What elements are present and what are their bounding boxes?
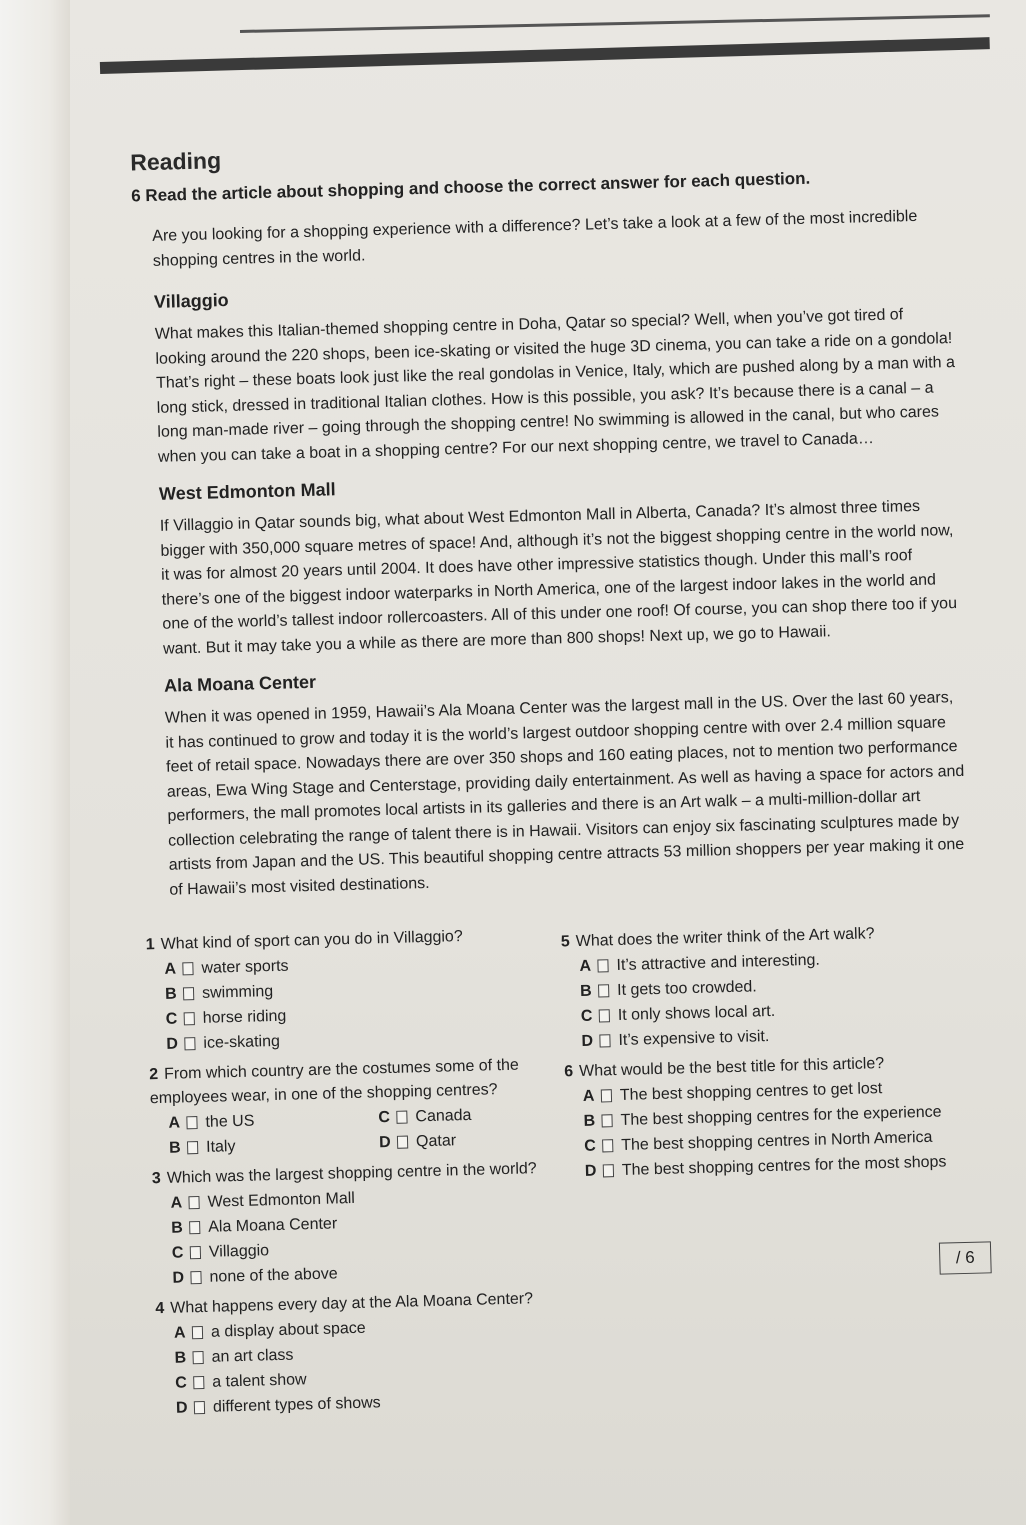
checkbox[interactable] xyxy=(192,1351,203,1364)
question-4 xyxy=(155,1286,578,1421)
question-number: 4 xyxy=(155,1299,165,1318)
checkbox[interactable] xyxy=(193,1376,204,1389)
checkbox[interactable] xyxy=(190,1271,201,1284)
questions xyxy=(131,911,1004,1453)
checkbox[interactable] xyxy=(188,1196,199,1209)
question-text: What does the writer think of the Art walk? xyxy=(575,925,875,951)
checkbox[interactable] xyxy=(190,1246,201,1259)
option-2d[interactable]: D Qatar xyxy=(378,1132,457,1152)
paragraph-villaggio: What makes this Italian-themed shopping centre in Doha, Qatar so special? Well, when you’ve got tired of looking around the 220 shops, been ice-skating or visited the huge 3D cinema, you can take a ride on a gondola! That’s right – these boats look just like the real gondolas in Venice, Italy, which are pushed along by a man with a long stick, dressed in traditional Italian clothes. How is this possible, you ask? It’s because there is a canal – a long man-made river – going through the shopping centre! No swimming is allowed in the canal, but who cares when you can take a boat in a shopping centre? For our next shopping centre, we travel to Canada… xyxy=(154,306,956,466)
checkbox[interactable] xyxy=(601,1114,612,1127)
instruction-text: Read the article about shopping and choose the correct answer for each question. xyxy=(145,168,811,206)
checkbox[interactable] xyxy=(602,1139,613,1152)
option-3b[interactable]: B Ala Moana Center xyxy=(171,1215,338,1237)
checkbox[interactable] xyxy=(184,1037,195,1050)
checkbox[interactable] xyxy=(194,1401,205,1414)
question-number: 1 xyxy=(145,936,155,954)
option-6c[interactable]: C The best shopping centres in North America xyxy=(584,1128,933,1155)
top-rule-thin xyxy=(240,14,990,33)
option-2a[interactable]: A the US xyxy=(168,1112,255,1132)
score-box: / 6 xyxy=(939,1241,992,1274)
question-number: 3 xyxy=(151,1170,162,1188)
checkbox[interactable] xyxy=(189,1221,200,1234)
question-2 xyxy=(148,1052,574,1161)
option-3d[interactable]: D none of the above xyxy=(172,1265,338,1287)
checkbox[interactable] xyxy=(603,1164,614,1177)
option-1d[interactable]: D ice-skating xyxy=(166,1032,281,1053)
option-5c[interactable]: C It only shows local art. xyxy=(580,1002,776,1025)
checkbox[interactable] xyxy=(187,1141,198,1154)
checkbox[interactable] xyxy=(184,1012,195,1025)
option-2c[interactable]: C Canada xyxy=(378,1106,472,1127)
option-4d[interactable]: D different types of shows xyxy=(175,1394,381,1417)
option-6a[interactable]: A The best shopping centres to get lost xyxy=(582,1080,883,1105)
heading-west-edmonton: West Edmonton Mall xyxy=(158,479,336,504)
option-4c[interactable]: C a talent show xyxy=(175,1371,307,1392)
question-3 xyxy=(152,1156,575,1291)
question-text: What happens every day at the Ala Moana Center? xyxy=(170,1290,534,1317)
intro-paragraph: Are you looking for a shopping experience with a difference? Let’s take a look at a few of the most incredible shopping centres in the world. xyxy=(152,207,918,270)
option-4a[interactable]: A a display about space xyxy=(173,1319,366,1342)
heading-villaggio: Villaggio xyxy=(153,289,229,312)
question-number: 2 xyxy=(148,1066,159,1084)
checkbox[interactable] xyxy=(186,1116,197,1129)
checkbox[interactable] xyxy=(396,1111,407,1124)
paragraph-ala-moana: When it was opened in 1959, Hawaii’s Ala Moana Center was the largest mall in the US. Over the last 60 years, it has continued to grow and today it is the world’s largest outdoor shopping centre with over 2.4 million square feet of retail space. Nowadays there are over 350 shops and 160 eating places, not to mention two performance areas, Ewa Wing Stage and Centerstage, providing daily entertainment. As well as having a space for actors and performers, the mall promotes local artists in its galleries and there is an Art walk – a multi-million-dollar art collection celebrating the range of talent there is in Hawaii. Visitors can enjoy six fascinating sculptures made by artists from Japan and the US. This beautiful shopping centre attracts 53 million shoppers per year making it one of Hawaii’s most visited destinations. xyxy=(164,689,965,899)
option-3a[interactable]: A West Edmonton Mall xyxy=(170,1189,356,1212)
section-title: Reading xyxy=(129,147,222,176)
checkbox[interactable] xyxy=(397,1136,408,1149)
checkbox[interactable] xyxy=(192,1326,203,1339)
questions-right-column xyxy=(561,919,1008,1190)
heading-ala-moana: Ala Moana Center xyxy=(163,671,317,696)
exercise-number: 6 xyxy=(130,186,141,206)
question-1 xyxy=(146,922,569,1057)
question-number: 6 xyxy=(564,1063,574,1081)
checkbox[interactable] xyxy=(598,984,609,997)
option-5d[interactable]: D It’s expensive to visit. xyxy=(581,1028,770,1050)
checkbox[interactable] xyxy=(597,959,608,972)
question-text: From which country are the costumes some of the employees wear, in one of the shopping centres? xyxy=(149,1056,520,1108)
question-text: What would be the best title for this article? xyxy=(578,1055,885,1081)
paragraph-west-edmonton: If Villaggio in Qatar sounds big, what about West Edmonton Mall in Alberta, Canada? It’s almost three times bigger with 350,000 square metres of space! And, although it’s not the biggest shopping centre in the world now, it was for almost 20 years until 2004. It does have other impressive statistics though. Under this mall’s roof there’s one of the biggest indoor waterparks in North America, one of the largest indoor lakes in the world and one of the world’s tallest indoor rollercoasters. All of this under one roof! Of course, you can shop there too if you want. But it may take you a while as there are more than 800 shops! Next up, we go to Hawaii. xyxy=(159,497,958,658)
option-1a[interactable]: A water sports xyxy=(164,957,289,978)
checkbox[interactable] xyxy=(182,962,193,975)
checkbox[interactable] xyxy=(599,1034,610,1047)
content xyxy=(110,127,1004,1453)
option-6d[interactable]: D The best shopping centres for the most shops xyxy=(584,1153,947,1180)
question-6 xyxy=(564,1049,1007,1184)
option-4b[interactable]: B an art class xyxy=(174,1346,294,1367)
question-5 xyxy=(561,919,1004,1054)
option-6b[interactable]: B The best shopping centres for the experience xyxy=(583,1103,942,1130)
question-text: What kind of sport can you do in Villaggio? xyxy=(160,928,463,953)
option-5b[interactable]: B It gets too crowded. xyxy=(579,978,757,1000)
checkbox[interactable] xyxy=(599,1009,610,1022)
page-fold xyxy=(0,0,70,1525)
option-1b[interactable]: B swimming xyxy=(164,983,274,1003)
option-1c[interactable]: C horse riding xyxy=(165,1007,287,1028)
option-5a[interactable]: A It’s attractive and interesting. xyxy=(579,951,821,975)
checkbox[interactable] xyxy=(601,1089,612,1102)
questions-left-column xyxy=(146,922,579,1427)
checkbox[interactable] xyxy=(183,987,194,1000)
option-2b[interactable]: B Italy xyxy=(168,1138,236,1157)
top-rule xyxy=(100,37,990,74)
question-text: Which was the largest shopping centre in the world? xyxy=(166,1160,537,1187)
option-3c[interactable]: C Villaggio xyxy=(171,1242,270,1262)
question-number: 5 xyxy=(560,933,571,951)
